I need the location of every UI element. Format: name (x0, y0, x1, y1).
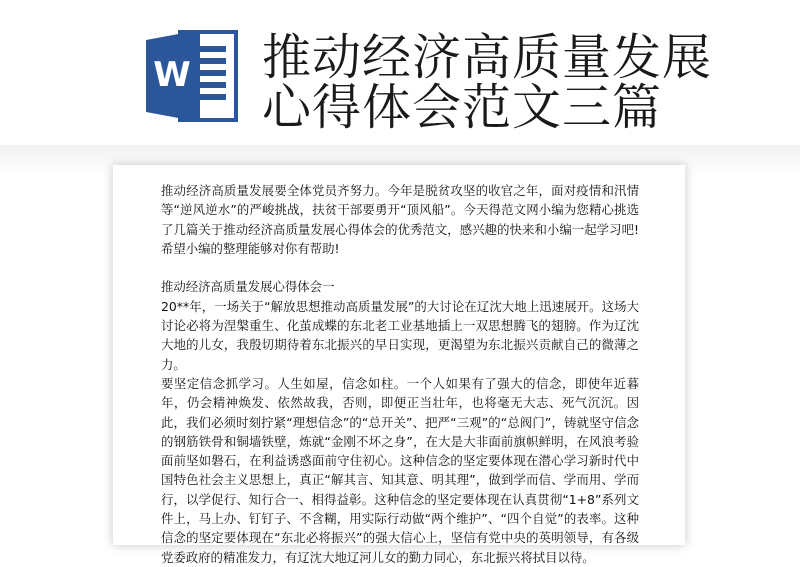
body-paragraph-1: 20**年，一场关于“解放思想推动高质量发展”的大讨论在辽沈大地上迅速展开。这场大讨论必将为涅槃重生、化茧成蝶的东北老工业基地插上一双思想腾飞的翅膀。作为辽沈大地的儿女，我殷切期待着东北振兴的早日实现，更渴望为东北振兴贡献自己的微薄之力。 (161, 298, 639, 372)
section-heading: 推动经济高质量发展心得体会一 (161, 279, 335, 295)
document-page (113, 165, 685, 565)
word-w-letter: W (153, 55, 191, 95)
blank-line (161, 258, 639, 277)
document-body (161, 181, 639, 567)
body-paragraph-2: 要坚定信念抓学习。人生如屋，信念如柱。一个人如果有了强大的信念，即使年近暮年，仍会精神焕发、依然故我，否则，即便正当壮年，也将毫无大志、死气沉沉。因此，我们必须时刻拧紧“理想信念”的“总开关”、把严“三观”的“总阀门”，铸就坚守信念的钢筋铁骨和铜墙铁壁，炼就“金刚不坏之身”，在大是大非面前旗帜鲜明，在风浪考验面前坚如磐石，在利益诱惑面前守住初心。这种信念的坚定要体现在潜心学习新时代中国特色社会主义思想上，真正“解其言、知其意、明其理”，做到学而信、学而用、学而行，以学促行、知行合一、相得益彰。这种信念的坚定要体现在认真贯彻“1+8”系列文件上，马上办、钉钉子、不含糊，用实际行动做“两个维护”、“四个自觉”的表率。这种信念的坚定要体现在“东北必将振兴”的强大信心上，坚信有党中央的英明领导，有各级党委政府的精准发力，有辽沈大地辽河儿女的勤力同心，东北振兴将拭目以待。 (161, 375, 639, 565)
page-title-line-1: 推动经济高质量发展 (262, 29, 713, 86)
intro-paragraph: 推动经济高质量发展要全体党员齐努力。今年是脱贫攻坚的收官之年，面对疫情和汛情等“逆风逆水”的严峻挑战，扶贫干部要勇开“顶风船”。今天得范文网小编为您精心挑选了几篇关于推动经济高质量发展心得体会的优秀范文，感兴趣的快来和小编一起学习吧!希望小编的整理能够对你有帮助! (161, 183, 639, 256)
header (0, 0, 800, 150)
page-title-line-2: 心得体会范文三篇 (262, 79, 663, 136)
word-document-icon (142, 26, 240, 126)
